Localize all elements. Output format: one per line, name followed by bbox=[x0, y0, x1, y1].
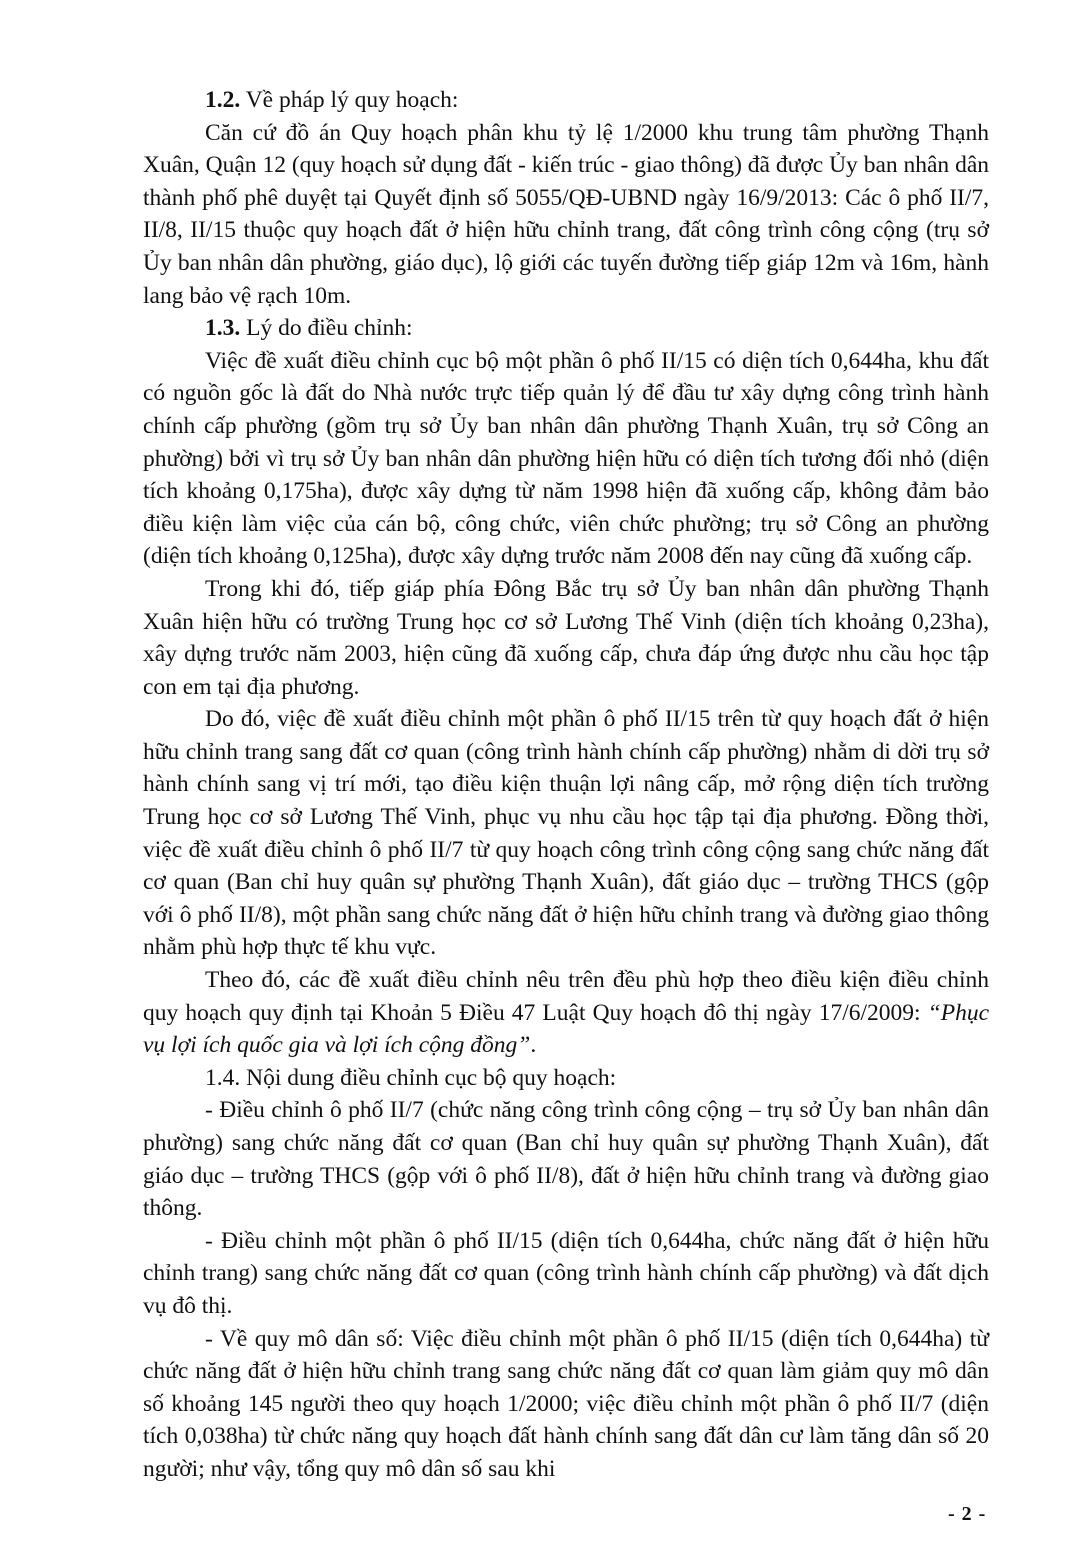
quote-text: “Phục vụ lợi ích quốc gia và lợi ích cộng đồng” bbox=[143, 999, 989, 1059]
paragraph-adjustment-reason-4 bbox=[143, 964, 989, 1062]
section-title: Lý do điều chỉnh: bbox=[240, 315, 413, 342]
section-number: 1.3. bbox=[205, 315, 241, 342]
list-item-adjust-block-ii-15: - Điều chỉnh một phần ô phố II/15 (diện tích 0,644ha, chức năng đất ở hiện hữu chỉnh trang) sang chức năng đất cơ quan (công trình hành chính cấp phường) và đất dịch vụ đô thị. bbox=[143, 1227, 989, 1319]
section-title: Về pháp lý quy hoạch: bbox=[240, 87, 459, 113]
section-number: 1.2. bbox=[205, 87, 241, 113]
paragraph-text: Theo đó, các đề xuất điều chỉnh nêu trên đều phù hợp theo điều kiện điều chỉnh quy hoạch quy định tại Khoản 5 Điều 47 Luật Quy hoạch đô thị ngày 17/6/2009: bbox=[143, 967, 989, 1026]
document-body bbox=[143, 84, 989, 1486]
list-item-population-scale: - Về quy mô dân số: Việc điều chỉnh một phần ô phố II/15 (diện tích 0,644ha) từ chức năng đất ở hiện hữu chỉnh trang sang chức năng đất cơ quan làm giảm quy mô dân số khoảng 145 người theo quy hoạch 1/2000; việc điều chỉnh một phần ô phố II/7 (diện tích 0,038ha) từ chức năng quy hoạch đất hành chính sang đất dân cư làm tăng dân số 20 người; như vậy, tổng quy mô dân số sau khi bbox=[143, 1325, 989, 1482]
page-number: - 2 - bbox=[948, 1503, 987, 1525]
list-item-adjust-block-ii-7: - Điều chỉnh ô phố II/7 (chức năng công trình công cộng – trụ sở Ủy ban nhân dân phường) sang chức năng đất cơ quan (Ban chỉ huy quân sự phường Thạnh Xuân), đất giáo dục – trường THCS (gộp với ô phố II/8), đất ở hiện hữu chỉnh trang và đường giao thông. bbox=[143, 1097, 989, 1222]
section-heading-1-4 bbox=[143, 1062, 989, 1095]
section-heading-1-3 bbox=[143, 312, 989, 345]
paragraph-adjustment-reason-2: Trong khi đó, tiếp giáp phía Đông Bắc trụ sở Ủy ban nhân dân phường Thạnh Xuân hiện hữu có trường Trung học cơ sở Lương Thế Vinh (diện tích khoảng 0,23ha), xây dựng trước năm 2003, hiện cũng đã xuống cấp, chưa đáp ứng được nhu cầu học tập con em tại địa phương. bbox=[143, 575, 989, 700]
paragraph-legal-basis: Căn cứ đồ án Quy hoạch phân khu tỷ lệ 1/2000 khu trung tâm phường Thạnh Xuân, Quận 12 (quy hoạch sử dụng đất - kiến trúc - giao thông) đã được Ủy ban nhân dân thành phố phê duyệt tại Quyết định số 5055/QĐ-UBND ngày 16/9/2013: Các ô phố II/7, II/8, II/15 thuộc quy hoạch đất ở hiện hữu chỉnh trang, đất công trình công cộng (trụ sở Ủy ban nhân dân phường, giáo dục), lộ giới các tuyến đường tiếp giáp 12m và 16m, hành lang bảo vệ rạch 10m. bbox=[143, 119, 989, 309]
paragraph-end: . bbox=[530, 1032, 537, 1059]
paragraph-adjustment-reason-3: Do đó, việc đề xuất điều chỉnh một phần ô phố II/15 trên từ quy hoạch đất ở hiện hữu chỉnh trang sang đất cơ quan (công trình hành chính cấp phường) nhằm di dời trụ sở hành chính sang vị trí mới, tạo điều kiện thuận lợi nâng cấp, mở rộng diện tích trường Trung học cơ sở Lương Thế Vinh, phục vụ nhu cầu học tập tại địa phương. Đồng thời, việc đề xuất điều chỉnh ô phố II/7 từ quy hoạch công trình công cộng sang chức năng đất cơ quan (Ban chỉ huy quân sự phường Thạnh Xuân), đất giáo dục – trường THCS (gộp với ô phố II/8), một phần sang chức năng đất ở hiện hữu chỉnh trang và đường giao thông nhằm phù hợp thực tế khu vực. bbox=[143, 706, 989, 961]
section-heading-1-2 bbox=[143, 84, 989, 117]
section-number: 1.4. bbox=[205, 1064, 241, 1091]
section-title: Nội dung điều chỉnh cục bộ quy hoạch: bbox=[240, 1064, 617, 1091]
paragraph-adjustment-reason-1: Việc đề xuất điều chỉnh cục bộ một phần ô phố II/15 có diện tích 0,644ha, khu đất có nguồn gốc là đất do Nhà nước trực tiếp quản lý để đầu tư xây dựng công trình hành chính cấp phường (gồm trụ sở Ủy ban nhân dân phường Thạnh Xuân, trụ sở Công an phường) bởi vì trụ sở Ủy ban nhân dân phường hiện hữu có diện tích tương đối nhỏ (diện tích khoảng 0,175ha), được xây dựng từ năm 1998 hiện đã xuống cấp, không đảm bảo điều kiện làm việc của cán bộ, công chức, viên chức phường; trụ sở Công an phường (diện tích khoảng 0,125ha), được xây dựng trước năm 2008 đến nay cũng đã xuống cấp. bbox=[143, 347, 989, 570]
